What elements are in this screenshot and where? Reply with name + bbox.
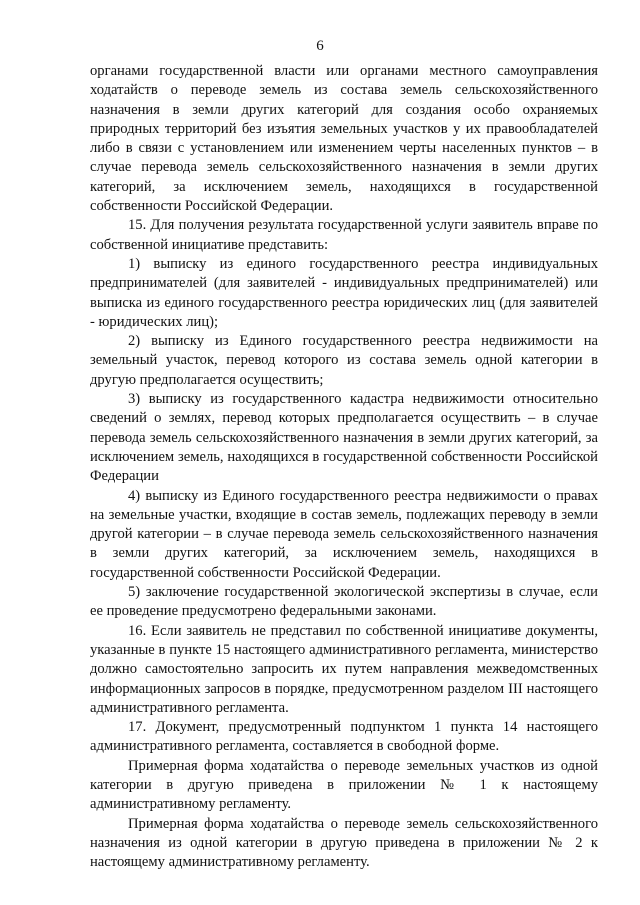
paragraph-form-2: Примерная форма ходатайства о переводе земель сельскохозяйственного назначения из одной категории в другую приведена в приложении № 2 к настоящему административному регламенту. (90, 815, 598, 871)
paragraph-16: 16. Если заявитель не представил по собственной инициативе документы, указанные в пункте 15 настоящего административного регламента, министерство должно самостоятельно запросить их путем направления межведомственных информационных запросов в порядке, предусмотренном разделом III настоящего административного регламента. (90, 622, 598, 716)
paragraph-15-item-4: 4) выписку из Единого государственного реестра недвижимости о правах на земельные участки, входящие в состав земель, подлежащих переводу в земли другой категории – в случае перевода земель сельскохозяйственного назначения в земли других категорий, за исключением земель, находящихся в государственной собственности Российской Федерации. (90, 487, 598, 581)
paragraph-form-1: Примерная форма ходатайства о переводе земельных участков из одной категории в другую приведена в приложении № 1 к настоящему административному регламенту. (90, 757, 598, 813)
paragraph-15-item-2: 2) выписку из Единого государственного реестра недвижимости на земельный участок, перевод которого из состава земель одной категории в другую предполагается осуществить; (90, 333, 598, 388)
paragraph-15-item-5: 5) заключение государственной экологической экспертизы в случае, если ее проведение предусмотрено федеральными законами. (90, 584, 598, 620)
paragraph-15: 15. Для получения результата государственной услуги заявитель вправе по собственной инициативе представить: (90, 217, 598, 253)
document-body (90, 62, 598, 872)
paragraph-15-item-3: 3) выписку из государственного кадастра недвижимости относительно сведений о землях, перевод которых предполагается осуществить – в случае перевода земель сельскохозяйственного назначения в земли других категорий, за исключением земель, находящихся в государственной собственности Российской Федерации (90, 391, 598, 485)
page-number: 6 (316, 38, 324, 54)
paragraph-17: 17. Документ, предусмотренный подпунктом 1 пункта 14 настоящего административного регламента, составляется в свободной форме. (90, 719, 598, 755)
paragraph-continuation: органами государственной власти или органами местного самоуправления ходатайств о переводе земель из состава земель сельскохозяйственного назначения в земли других категорий для создания особо охраняемых природных территорий без изъятия земельных участков у их правообладателей либо в связи с установлением или изменением черты населенных пунктов – в случае перевода земель сельскохозяйственного назначения в земли других категорий, за исключением земель, находящихся в государственной собственности Российской Федерации. (90, 63, 598, 215)
paragraph-15-item-1: 1) выписку из единого государственного реестра индивидуальных предпринимателей (для заявителей - индивидуальных предпринимателей) или выписка из единого государственного реестра юридических лиц (для заявителей - юридических лиц); (90, 255, 598, 330)
